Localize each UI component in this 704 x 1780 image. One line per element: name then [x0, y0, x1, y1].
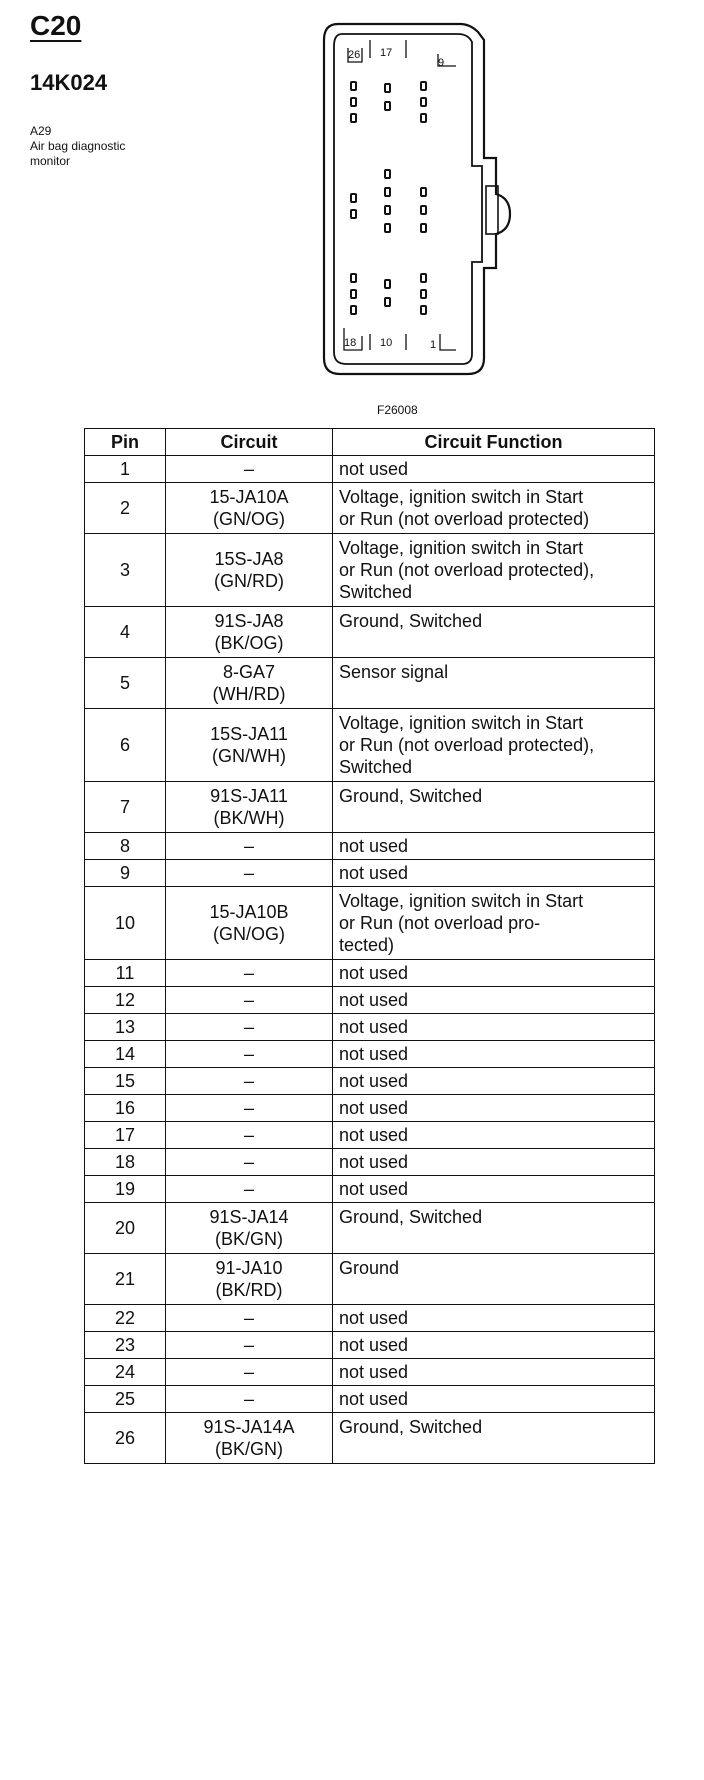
circuit-cell	[166, 960, 333, 987]
function-cell	[333, 1254, 655, 1305]
pin-label-26: 26	[348, 49, 361, 61]
circuit-line: 91-JA10	[215, 1258, 283, 1278]
circuit-line: (BK/RD)	[215, 1280, 283, 1300]
circuit-line: (GN/OG)	[213, 509, 285, 529]
function-line: Ground, Switched	[339, 611, 483, 631]
circuit-line: (GN/OG)	[213, 924, 285, 944]
table-row	[85, 1041, 655, 1068]
circuit-line: 15-JA10B	[209, 902, 289, 922]
circuit-cell	[166, 860, 333, 887]
circuit-line: –	[243, 1125, 254, 1145]
circuit-line: –	[243, 1071, 254, 1091]
function-cell	[333, 1413, 655, 1464]
function-line: Voltage, ignition switch in Start	[339, 538, 584, 558]
connector-face-diagram	[310, 18, 520, 398]
table-row	[85, 607, 655, 658]
component-code: A29	[30, 124, 52, 138]
circuit-cell	[166, 1068, 333, 1095]
table-row	[85, 534, 655, 607]
circuit-cell	[166, 534, 333, 607]
pin-label-17: 17	[380, 47, 393, 59]
circuit-cell	[166, 1014, 333, 1041]
pin-cell: 8	[85, 833, 166, 860]
circuit-line: –	[243, 1389, 254, 1409]
pin-cell: 10	[85, 887, 166, 960]
circuit-cell	[166, 1386, 333, 1413]
pin-cell: 22	[85, 1305, 166, 1332]
function-cell	[333, 960, 655, 987]
function-line: Voltage, ignition switch in Start	[339, 891, 584, 911]
table-row	[85, 1095, 655, 1122]
function-line: not used	[339, 459, 409, 479]
pin-label-18: 18	[344, 337, 357, 349]
table-row	[85, 860, 655, 887]
function-cell	[333, 1359, 655, 1386]
circuit-line: –	[243, 990, 254, 1010]
circuit-line: 15S-JA11	[210, 724, 288, 744]
function-cell	[333, 860, 655, 887]
function-cell	[333, 1095, 655, 1122]
pin-cell: 5	[85, 658, 166, 709]
function-cell	[333, 1386, 655, 1413]
table-row	[85, 1014, 655, 1041]
circuit-cell	[166, 709, 333, 782]
table-row	[85, 658, 655, 709]
circuit-cell	[166, 1359, 333, 1386]
function-line: Ground, Switched	[339, 1207, 483, 1227]
table-row	[85, 456, 655, 483]
function-cell	[333, 1305, 655, 1332]
function-line: Voltage, ignition switch in Start	[339, 487, 584, 507]
circuit-line: 91S-JA11	[210, 786, 288, 806]
circuit-cell	[166, 1041, 333, 1068]
circuit-cell	[166, 1254, 333, 1305]
pin-cell: 16	[85, 1095, 166, 1122]
circuit-line: (BK/OG)	[214, 633, 284, 653]
function-line: or Run (not overload protected),	[339, 735, 595, 755]
header-circuit-function: Circuit Function	[333, 429, 655, 456]
pin-cell: 11	[85, 960, 166, 987]
circuit-cell	[166, 658, 333, 709]
function-cell	[333, 987, 655, 1014]
table-row	[85, 483, 655, 534]
circuit-line: –	[243, 1098, 254, 1118]
circuit-line: –	[243, 1179, 254, 1199]
circuit-line: 15S-JA8	[214, 549, 284, 569]
pin-cell: 12	[85, 987, 166, 1014]
header-circuit: Circuit	[166, 429, 333, 456]
function-line: not used	[339, 1152, 409, 1172]
table-row	[85, 1254, 655, 1305]
pin-cell: 20	[85, 1203, 166, 1254]
function-cell	[333, 833, 655, 860]
pin-cell: 4	[85, 607, 166, 658]
function-line: not used	[339, 863, 409, 883]
circuit-line: –	[243, 1308, 254, 1328]
circuit-line: 15-JA10A	[209, 487, 289, 507]
function-line: not used	[339, 1362, 409, 1382]
function-line: Switched	[339, 757, 413, 777]
figure-id: F26008	[377, 403, 418, 417]
table-row	[85, 1359, 655, 1386]
function-cell	[333, 607, 655, 658]
pin-cell: 24	[85, 1359, 166, 1386]
circuit-line: 91S-JA8	[214, 611, 284, 631]
circuit-cell	[166, 833, 333, 860]
pinout-table	[84, 428, 655, 1464]
circuit-cell	[166, 1305, 333, 1332]
circuit-line: –	[243, 863, 254, 883]
function-cell	[333, 1332, 655, 1359]
function-cell	[333, 887, 655, 960]
function-cell	[333, 456, 655, 483]
circuit-cell	[166, 1332, 333, 1359]
pin-cell: 23	[85, 1332, 166, 1359]
function-line: Ground	[339, 1258, 400, 1278]
circuit-line: –	[243, 1362, 254, 1382]
table-body	[85, 456, 655, 1464]
pin-label-9: 9	[438, 57, 445, 69]
function-cell	[333, 1041, 655, 1068]
circuit-cell	[166, 987, 333, 1014]
circuit-cell	[166, 1176, 333, 1203]
pin-cell: 17	[85, 1122, 166, 1149]
table-row	[85, 1413, 655, 1464]
circuit-line: (BK/GN)	[214, 1439, 283, 1459]
function-line: Switched	[339, 582, 413, 602]
circuit-line: (GN/RD)	[214, 571, 284, 591]
circuit-cell	[166, 1122, 333, 1149]
circuit-line: 91S-JA14	[209, 1207, 289, 1227]
circuit-line: 91S-JA14A	[203, 1417, 295, 1437]
function-line: not used	[339, 1098, 409, 1118]
function-cell	[333, 1068, 655, 1095]
function-line: or Run (not overload protected),	[339, 560, 595, 580]
table-row	[85, 887, 655, 960]
component-name-line1: Air bag diagnostic	[30, 139, 126, 153]
function-line: Voltage, ignition switch in Start	[339, 713, 584, 733]
pin-cell: 9	[85, 860, 166, 887]
circuit-line: 8-GA7	[222, 662, 276, 682]
table-row	[85, 833, 655, 860]
circuit-line: –	[243, 1017, 254, 1037]
circuit-cell	[166, 483, 333, 534]
function-cell	[333, 1122, 655, 1149]
table-header-row	[85, 429, 655, 456]
table-row	[85, 1203, 655, 1254]
function-cell	[333, 782, 655, 833]
circuit-line: (GN/WH)	[212, 746, 286, 766]
table-row	[85, 1068, 655, 1095]
table-row	[85, 1176, 655, 1203]
pin-cell: 18	[85, 1149, 166, 1176]
table-row	[85, 1122, 655, 1149]
function-cell	[333, 483, 655, 534]
table-row	[85, 1332, 655, 1359]
pin-cell: 19	[85, 1176, 166, 1203]
circuit-line: –	[243, 963, 254, 983]
pin-cell: 15	[85, 1068, 166, 1095]
circuit-line: (BK/WH)	[213, 808, 285, 828]
function-cell	[333, 1176, 655, 1203]
function-line: tected)	[339, 935, 395, 955]
header-pin: Pin	[85, 429, 166, 456]
function-cell	[333, 709, 655, 782]
function-line: not used	[339, 1017, 409, 1037]
function-line: not used	[339, 1179, 409, 1199]
connector-id: C20	[30, 10, 82, 41]
table-row	[85, 960, 655, 987]
table-row	[85, 987, 655, 1014]
table-row	[85, 782, 655, 833]
function-cell	[333, 658, 655, 709]
circuit-cell	[166, 1203, 333, 1254]
table-row	[85, 709, 655, 782]
circuit-line: (BK/GN)	[214, 1229, 283, 1249]
function-line: not used	[339, 1308, 409, 1328]
circuit-line: –	[243, 836, 254, 856]
circuit-line: –	[243, 1152, 254, 1172]
circuit-cell	[166, 607, 333, 658]
pin-cell: 14	[85, 1041, 166, 1068]
function-line: not used	[339, 836, 409, 856]
function-line: Ground, Switched	[339, 786, 483, 806]
function-line: Sensor signal	[339, 662, 449, 682]
circuit-line: –	[243, 459, 254, 479]
function-line: not used	[339, 1071, 409, 1091]
pin-cell: 13	[85, 1014, 166, 1041]
function-line: not used	[339, 1335, 409, 1355]
function-line: not used	[339, 1389, 409, 1409]
table-row	[85, 1386, 655, 1413]
function-line: or Run (not overload pro-	[339, 913, 541, 933]
circuit-line: –	[243, 1044, 254, 1064]
circuit-cell	[166, 456, 333, 483]
function-cell	[333, 534, 655, 607]
pin-cell: 21	[85, 1254, 166, 1305]
circuit-line: –	[243, 1335, 254, 1355]
function-line: not used	[339, 1125, 409, 1145]
function-line: not used	[339, 1044, 409, 1064]
pin-label-10: 10	[380, 337, 393, 349]
function-cell	[333, 1203, 655, 1254]
function-line: not used	[339, 963, 409, 983]
component-name-line2: monitor	[30, 154, 71, 168]
circuit-cell	[166, 1413, 333, 1464]
pin-label-1: 1	[430, 339, 437, 351]
pin-cell: 1	[85, 456, 166, 483]
part-number: 14K024	[30, 70, 108, 95]
pin-cell: 26	[85, 1413, 166, 1464]
pin-cavities	[351, 82, 426, 314]
circuit-cell	[166, 887, 333, 960]
pin-cell: 2	[85, 483, 166, 534]
pin-cell: 25	[85, 1386, 166, 1413]
pin-cell: 7	[85, 782, 166, 833]
function-line: not used	[339, 990, 409, 1010]
function-line: or Run (not overload protected)	[339, 509, 590, 529]
function-cell	[333, 1149, 655, 1176]
function-line: Ground, Switched	[339, 1417, 483, 1437]
circuit-cell	[166, 1095, 333, 1122]
circuit-cell	[166, 1149, 333, 1176]
function-cell	[333, 1014, 655, 1041]
table-row	[85, 1149, 655, 1176]
circuit-cell	[166, 782, 333, 833]
pin-cell: 3	[85, 534, 166, 607]
circuit-line: (WH/RD)	[212, 684, 286, 704]
table-row	[85, 1305, 655, 1332]
component-description	[30, 124, 230, 169]
pin-cell: 6	[85, 709, 166, 782]
